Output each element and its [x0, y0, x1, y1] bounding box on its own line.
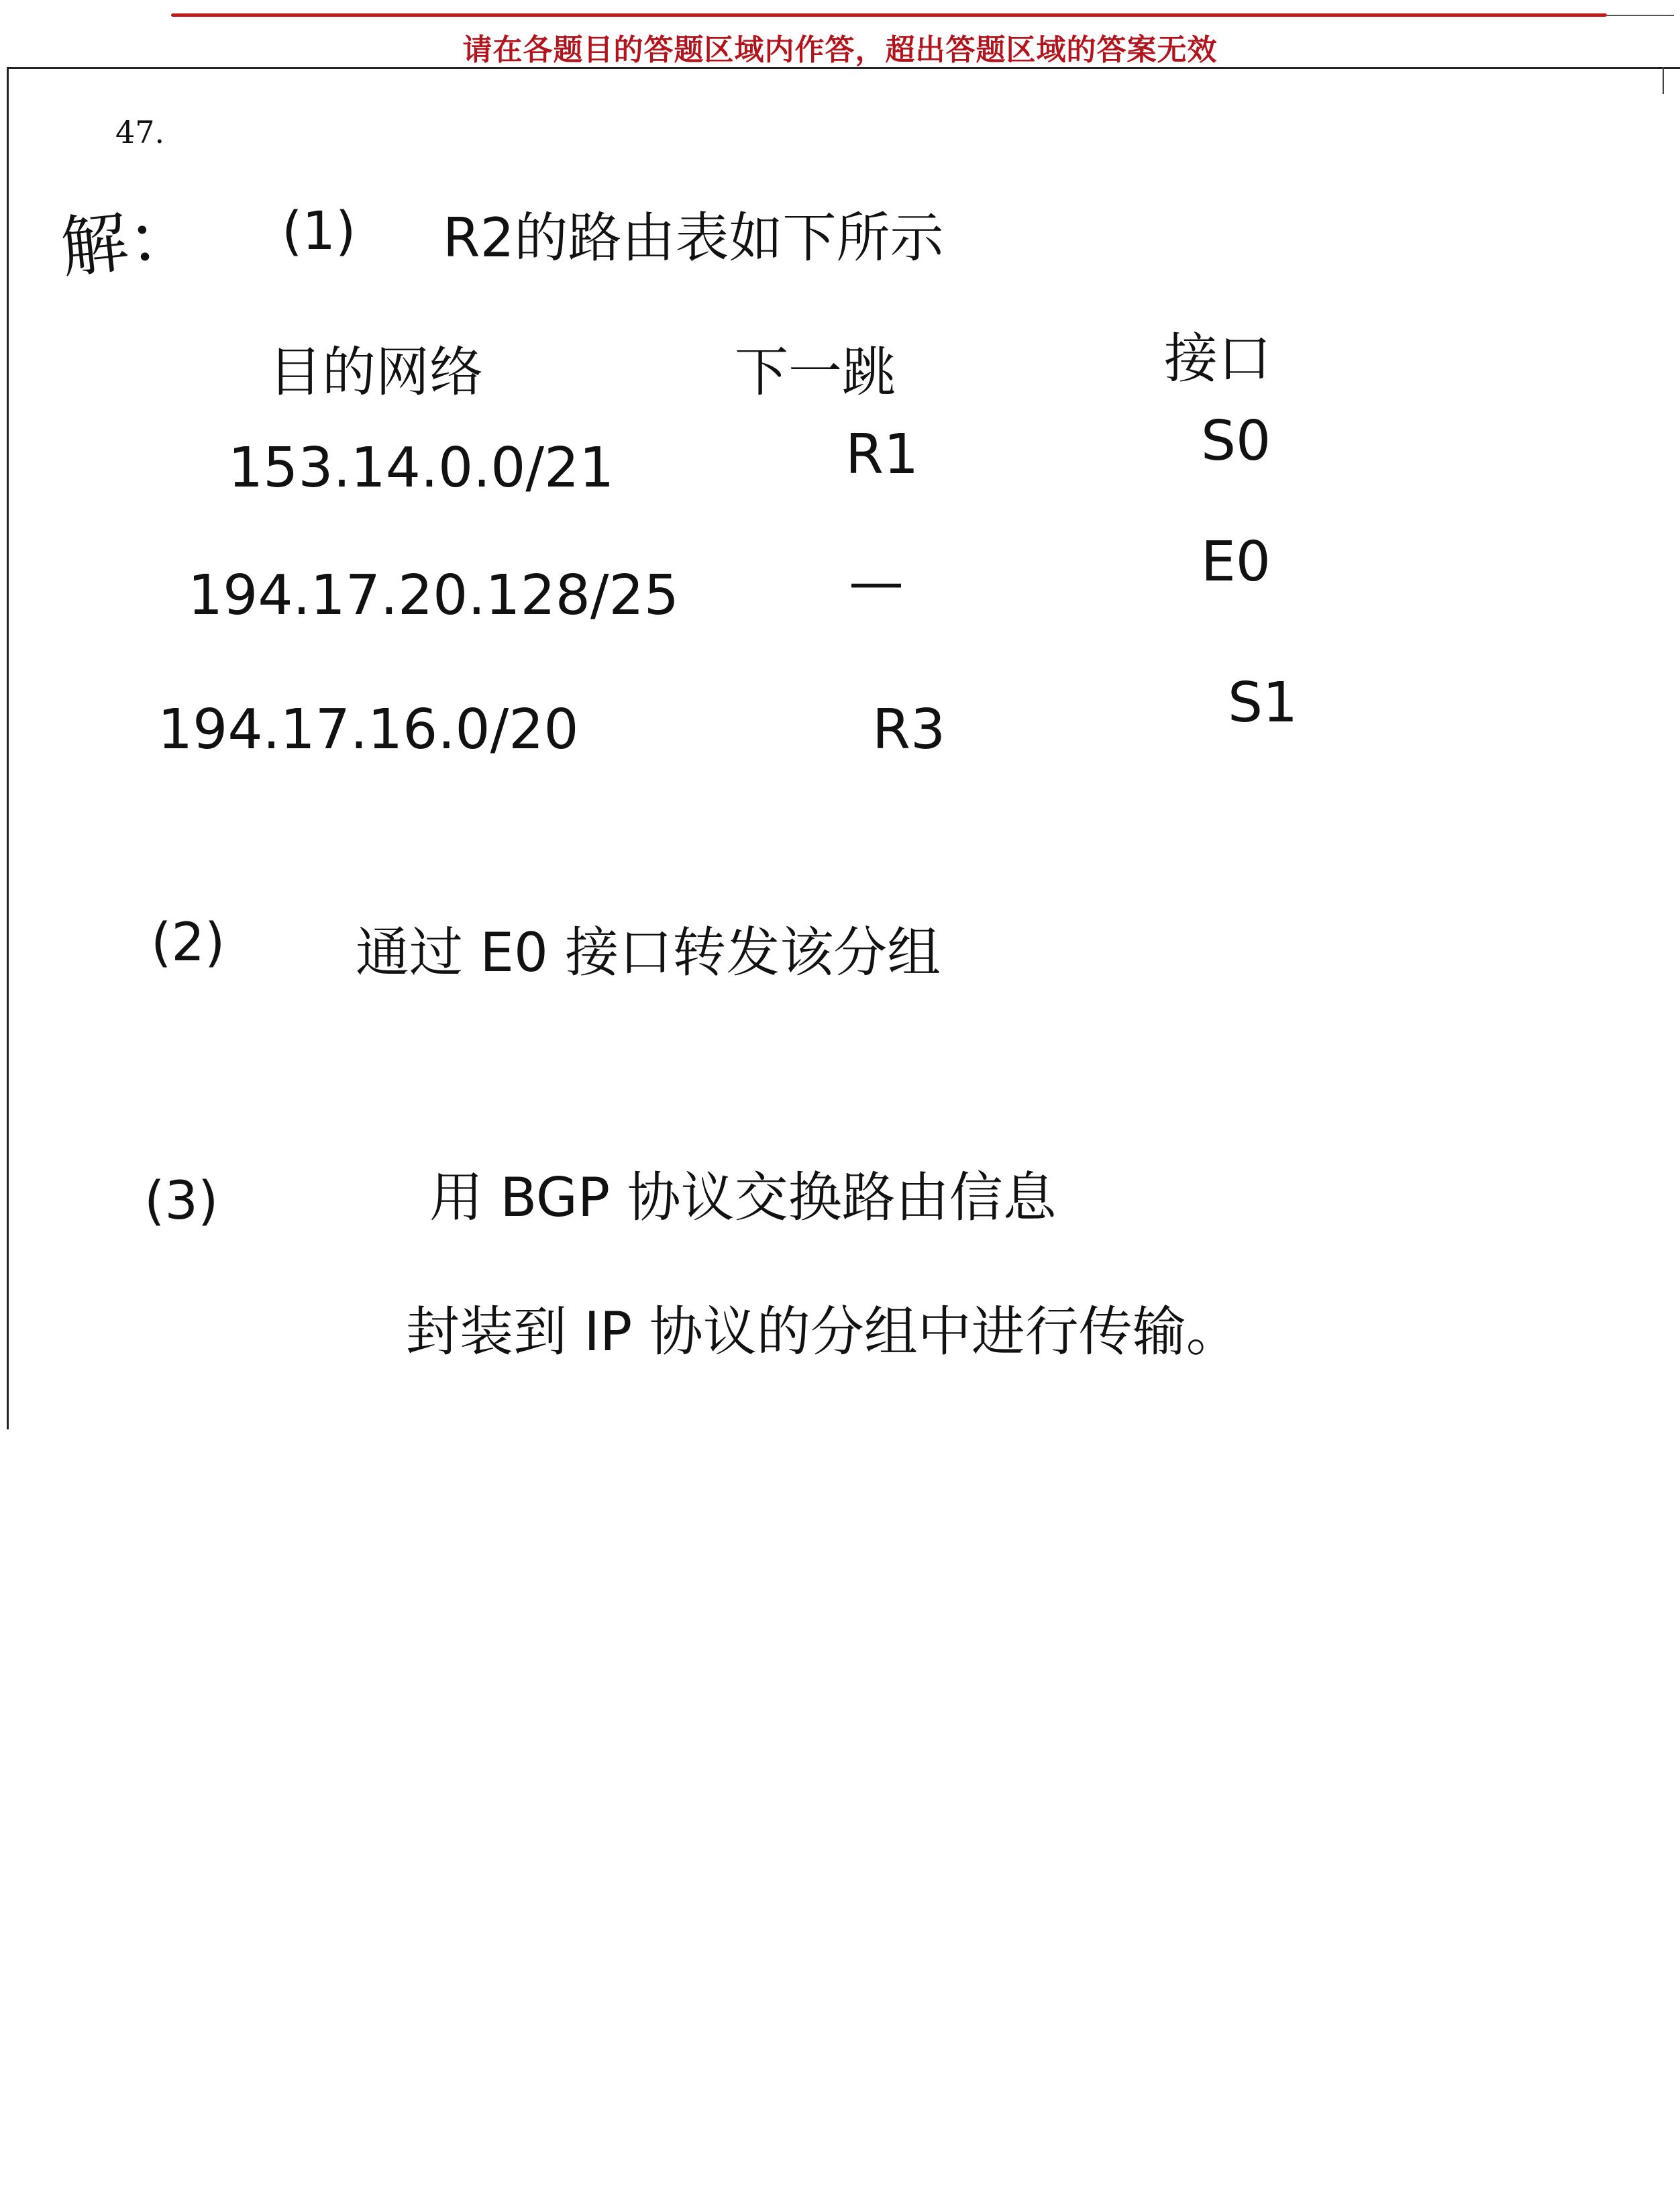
- table-header-interface: 接口: [1164, 327, 1271, 390]
- part3-label: (3): [144, 1171, 219, 1231]
- solve-mark: 解：: [56, 195, 199, 288]
- header-rule: [171, 13, 1607, 17]
- part1-label: (1): [282, 201, 356, 262]
- part2-label: (2): [151, 913, 225, 973]
- part2-text: 通过 E0 接口转发该分组: [356, 921, 941, 984]
- table-row-3-next-hop: R3: [872, 698, 946, 762]
- part3-line1: 用 BGP 协议交换路由信息: [429, 1166, 1057, 1229]
- table-row-2-next-hop: —: [849, 550, 904, 614]
- table-row-3-interface: S1: [1228, 671, 1298, 735]
- answer-box-right-border: [1663, 67, 1664, 94]
- answer-box-top-border: [7, 67, 1680, 69]
- part1-text: R2的路由表如下所示: [443, 207, 944, 269]
- table-row-1-next-hop: R1: [845, 423, 919, 487]
- table-row-1-interface: S0: [1201, 409, 1271, 473]
- part3-line2: 封装到 IP 协议的分组中进行传输。: [406, 1301, 1240, 1363]
- answer-area-instruction: 请在各题目的答题区域内作答，超出答题区域的答案无效: [462, 33, 1218, 67]
- table-header-next-hop: 下一跳: [735, 341, 896, 403]
- header-rule-tail: [1607, 15, 1674, 16]
- table-row-2-interface: E0: [1201, 530, 1271, 594]
- table-row-2-destination: 194.17.20.128/25: [188, 564, 679, 627]
- question-number: 47.: [115, 114, 165, 150]
- answer-box-left-border: [7, 67, 9, 1429]
- table-row-3-destination: 194.17.16.0/20: [158, 698, 579, 762]
- table-header-destination: 目的网络: [268, 341, 483, 403]
- table-row-1-destination: 153.14.0.0/21: [228, 436, 615, 500]
